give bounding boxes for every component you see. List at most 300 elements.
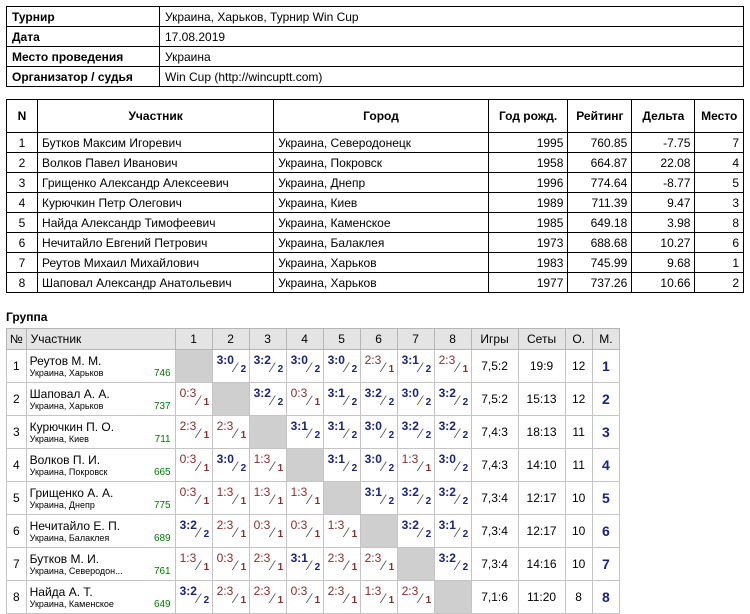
grid-player-name: Волков П. И. (29, 452, 101, 467)
match-points: 2 (240, 463, 247, 474)
grid-player-name: Курючкин П. О. (29, 419, 115, 434)
grid-place-value: 5 (601, 490, 610, 506)
match-score: 2:3 (327, 551, 345, 565)
group-grid-table (6, 328, 620, 614)
grid-player (26, 482, 175, 515)
grid-header-column: 1 (175, 329, 212, 350)
grid-games: 7,4:3 (471, 449, 518, 482)
match-slash: ⁄ (456, 491, 459, 507)
grid-header-games: Игры (471, 329, 518, 350)
participant-year: 1996 (488, 173, 568, 193)
match-score: 0:3 (216, 551, 234, 565)
participant-city: Украина, Днепр (274, 173, 489, 193)
grid-player-rating: 737 (153, 401, 171, 412)
grid-result-cell (397, 515, 434, 548)
match-result (213, 350, 249, 379)
grid-points: 8 (565, 581, 592, 614)
match-slash: ⁄ (197, 491, 200, 507)
match-result (398, 515, 434, 544)
match-points: 2 (203, 595, 210, 606)
grid-sets: 15:13 (518, 383, 565, 416)
match-result (361, 548, 397, 577)
match-slash: ⁄ (271, 590, 274, 606)
participant-city: Украина, Северодонецк (274, 133, 489, 153)
participant-city: Украина, Покровск (274, 153, 489, 173)
match-result (250, 515, 286, 544)
match-points: 2 (462, 496, 469, 507)
match-score: 3:0 (327, 353, 345, 367)
grid-sets: 11:20 (518, 581, 565, 614)
match-result (324, 383, 360, 412)
match-slash: ⁄ (345, 359, 348, 375)
match-slash: ⁄ (308, 524, 311, 540)
grid-result-cell (212, 416, 249, 449)
grid-result-cell (286, 515, 323, 548)
grid-result-cell (360, 449, 397, 482)
participant-delta: 10.66 (632, 273, 695, 293)
grid-result-cell (434, 515, 471, 548)
match-result (398, 350, 434, 379)
match-result (213, 581, 249, 610)
match-result (176, 515, 212, 544)
match-slash: ⁄ (419, 392, 422, 408)
grid-diagonal-cell (323, 482, 360, 515)
grid-result-cell (323, 515, 360, 548)
grid-number: 2 (7, 383, 27, 416)
participant-city: Украина, Харьков (274, 273, 489, 293)
match-slash: ⁄ (382, 590, 385, 606)
grid-place (592, 515, 619, 548)
info-value: 17.08.2019 (160, 27, 744, 47)
match-score: 1:3 (253, 452, 271, 466)
participant-place: 6 (695, 233, 744, 253)
grid-sets: 14:16 (518, 548, 565, 581)
info-value: Украина, Харьков, Турнир Win Cup (160, 7, 744, 27)
grid-diagonal-cell (434, 581, 471, 614)
grid-result-cell (286, 383, 323, 416)
match-points: 2 (462, 397, 469, 408)
grid-result-cell (249, 482, 286, 515)
match-result (324, 416, 360, 445)
info-key: Турнир (7, 7, 160, 27)
match-score: 3:2 (438, 485, 456, 499)
match-score: 3:1 (290, 419, 308, 433)
grid-result-cell (434, 548, 471, 581)
participant-year: 1995 (488, 133, 568, 153)
grid-sets: 14:10 (518, 449, 565, 482)
match-score: 3:2 (253, 386, 271, 400)
match-slash: ⁄ (271, 392, 274, 408)
match-points: 2 (314, 430, 321, 441)
grid-diagonal-cell (212, 383, 249, 416)
grid-result-cell (286, 416, 323, 449)
grid-games: 7,1:6 (471, 581, 518, 614)
participant-delta: -7.75 (632, 133, 695, 153)
grid-result-cell (323, 383, 360, 416)
grid-result-cell (212, 581, 249, 614)
match-slash: ⁄ (271, 359, 274, 375)
participants-header: Год рожд. (488, 100, 568, 133)
match-score: 2:3 (327, 584, 345, 598)
grid-result-cell (360, 482, 397, 515)
match-result (324, 515, 360, 544)
participant-rating: 688.68 (568, 233, 632, 253)
match-score: 3:0 (364, 452, 382, 466)
grid-sets: 18:13 (518, 416, 565, 449)
grid-result-cell (249, 449, 286, 482)
participant-row (7, 153, 744, 173)
grid-header-number: № (7, 329, 27, 350)
grid-result-cell (175, 416, 212, 449)
match-result (435, 416, 471, 445)
grid-place (592, 548, 619, 581)
grid-result-cell (397, 449, 434, 482)
match-points: 2 (425, 496, 432, 507)
grid-player (26, 581, 175, 614)
match-result (176, 416, 212, 445)
match-slash: ⁄ (345, 392, 348, 408)
grid-points: 10 (565, 548, 592, 581)
participants-header: Рейтинг (568, 100, 632, 133)
match-slash: ⁄ (308, 392, 311, 408)
grid-row (7, 581, 620, 614)
match-slash: ⁄ (419, 524, 422, 540)
grid-result-cell (249, 515, 286, 548)
grid-diagonal-cell (286, 449, 323, 482)
grid-player-rating: 711 (154, 434, 171, 445)
grid-row (7, 515, 620, 548)
match-slash: ⁄ (419, 590, 422, 606)
match-points: 2 (462, 463, 469, 474)
match-score: 2:3 (253, 584, 271, 598)
match-slash: ⁄ (234, 425, 237, 441)
match-slash: ⁄ (234, 557, 237, 573)
match-slash: ⁄ (271, 524, 274, 540)
participant-number: 3 (7, 173, 38, 193)
participant-year: 1958 (488, 153, 568, 173)
participant-rating: 649.18 (568, 213, 632, 233)
match-score: 3:1 (327, 452, 345, 466)
match-points: 1 (277, 496, 284, 507)
grid-sets: 12:17 (518, 515, 565, 548)
match-result (287, 350, 323, 379)
grid-games: 7,5:2 (471, 350, 518, 383)
grid-result-cell (323, 581, 360, 614)
grid-player-city: Украина, Покровск (29, 466, 108, 477)
grid-place (592, 449, 619, 482)
grid-result-cell (360, 383, 397, 416)
match-points: 2 (314, 562, 321, 573)
grid-player-rating: 775 (153, 500, 171, 511)
grid-result-cell (286, 581, 323, 614)
match-result (176, 581, 212, 610)
match-score: 3:1 (290, 551, 308, 565)
grid-games: 7,3:4 (471, 548, 518, 581)
match-points: 1 (240, 430, 247, 441)
grid-player (26, 515, 175, 548)
match-score: 2:3 (401, 584, 419, 598)
grid-result-cell (323, 350, 360, 383)
grid-player-city: Украина, Балаклея (29, 532, 110, 543)
grid-result-cell (360, 581, 397, 614)
grid-header-sets: Сеты (518, 329, 565, 350)
match-slash: ⁄ (308, 359, 311, 375)
participant-delta: 10.27 (632, 233, 695, 253)
participant-number: 2 (7, 153, 38, 173)
match-points: 1 (277, 529, 284, 540)
match-score: 3:2 (438, 419, 456, 433)
match-result (398, 482, 434, 511)
grid-player-rating: 689 (153, 533, 171, 544)
grid-header-place: М. (592, 329, 619, 350)
participant-row (7, 253, 744, 273)
match-slash: ⁄ (271, 458, 274, 474)
match-points: 1 (203, 463, 210, 474)
grid-result-cell (434, 482, 471, 515)
match-score: 2:3 (216, 518, 234, 532)
match-score: 3:0 (290, 353, 308, 367)
grid-place-value: 7 (601, 556, 610, 572)
match-slash: ⁄ (456, 557, 459, 573)
grid-number: 5 (7, 482, 27, 515)
match-points: 2 (351, 463, 358, 474)
grid-points: 12 (565, 383, 592, 416)
match-slash: ⁄ (197, 458, 200, 474)
match-result (250, 383, 286, 412)
match-result (398, 416, 434, 445)
match-score: 2:3 (253, 551, 271, 565)
participant-place: 8 (695, 213, 744, 233)
grid-player-city: Украина, Северодон... (29, 565, 123, 576)
participant-rating: 745.99 (568, 253, 632, 273)
match-score: 3:0 (438, 452, 456, 466)
match-result (213, 482, 249, 511)
match-result (287, 383, 323, 412)
match-points: 1 (425, 463, 432, 474)
match-points: 1 (351, 529, 358, 540)
info-key: Дата (7, 27, 160, 47)
participants-header: Участник (38, 100, 274, 133)
match-points: 1 (388, 364, 395, 375)
match-result (176, 449, 212, 478)
grid-result-cell (212, 350, 249, 383)
participant-year: 1983 (488, 253, 568, 273)
grid-place (592, 383, 619, 416)
participant-delta: 3.98 (632, 213, 695, 233)
match-slash: ⁄ (456, 359, 459, 375)
match-result (213, 416, 249, 445)
participant-year: 1989 (488, 193, 568, 213)
grid-row (7, 350, 620, 383)
match-score: 2:3 (364, 551, 382, 565)
grid-place-value: 8 (601, 589, 610, 605)
tournament-info-table (6, 6, 744, 87)
grid-result-cell (175, 449, 212, 482)
match-score: 0:3 (179, 452, 197, 466)
match-points: 2 (425, 397, 432, 408)
match-slash: ⁄ (382, 491, 385, 507)
participant-rating: 760.85 (568, 133, 632, 153)
grid-sets: 12:17 (518, 482, 565, 515)
match-slash: ⁄ (308, 590, 311, 606)
participant-rating: 711.39 (568, 193, 632, 213)
match-points: 1 (388, 595, 395, 606)
grid-result-cell (397, 350, 434, 383)
match-points: 1 (314, 595, 321, 606)
match-points: 1 (351, 595, 358, 606)
grid-result-cell (175, 383, 212, 416)
grid-place-value: 2 (601, 391, 610, 407)
match-result (324, 350, 360, 379)
match-slash: ⁄ (382, 557, 385, 573)
match-result (213, 449, 249, 478)
match-result (287, 416, 323, 445)
grid-header-column: 6 (360, 329, 397, 350)
info-key: Место проведения (7, 47, 160, 67)
participant-name: Курючкин Петр Олегович (38, 193, 274, 213)
match-points: 2 (240, 364, 247, 375)
grid-player-name: Грищенко А. А. (29, 485, 114, 500)
participant-name: Реутов Михаил Михайлович (38, 253, 274, 273)
grid-result-cell (175, 515, 212, 548)
participant-place: 2 (695, 273, 744, 293)
match-slash: ⁄ (382, 458, 385, 474)
grid-player (26, 416, 175, 449)
match-slash: ⁄ (308, 425, 311, 441)
grid-result-cell (397, 581, 434, 614)
grid-result-cell (212, 482, 249, 515)
match-result (324, 548, 360, 577)
grid-points: 10 (565, 515, 592, 548)
match-points: 1 (203, 430, 210, 441)
match-result (361, 383, 397, 412)
grid-header-column: 7 (397, 329, 434, 350)
match-score: 3:0 (401, 386, 419, 400)
match-score: 1:3 (253, 485, 271, 499)
participant-place: 7 (695, 133, 744, 153)
grid-result-cell (175, 548, 212, 581)
grid-header-points: О. (565, 329, 592, 350)
grid-player (26, 383, 175, 416)
grid-points: 12 (565, 350, 592, 383)
match-score: 2:3 (364, 353, 382, 367)
grid-result-cell (360, 416, 397, 449)
participant-city: Украина, Балаклея (274, 233, 489, 253)
match-result (176, 383, 212, 412)
group-title: Группа (6, 310, 48, 324)
grid-player-name: Нечитайло Е. П. (29, 518, 121, 533)
match-score: 0:3 (179, 386, 197, 400)
grid-player-name: Найда А. Т. (29, 584, 93, 599)
match-result (361, 482, 397, 511)
grid-player-name: Бутков М. И. (29, 551, 100, 566)
match-result (435, 482, 471, 511)
grid-points: 11 (565, 449, 592, 482)
match-points: 1 (314, 496, 321, 507)
match-score: 3:2 (179, 518, 197, 532)
grid-result-cell (434, 449, 471, 482)
grid-row (7, 482, 620, 515)
grid-place (592, 350, 619, 383)
match-result (435, 515, 471, 544)
grid-result-cell (360, 350, 397, 383)
match-slash: ⁄ (308, 557, 311, 573)
match-score: 0:3 (290, 518, 308, 532)
grid-row (7, 548, 620, 581)
match-result (361, 416, 397, 445)
match-slash: ⁄ (197, 392, 200, 408)
match-slash: ⁄ (456, 425, 459, 441)
match-score: 2:3 (216, 584, 234, 598)
match-slash: ⁄ (345, 590, 348, 606)
grid-result-cell (249, 581, 286, 614)
match-slash: ⁄ (345, 524, 348, 540)
match-points: 2 (314, 364, 321, 375)
match-result (361, 581, 397, 610)
participant-number: 4 (7, 193, 38, 213)
participant-rating: 774.64 (568, 173, 632, 193)
grid-number: 8 (7, 581, 27, 614)
info-row (7, 67, 744, 87)
participant-city: Украина, Киев (274, 193, 489, 213)
grid-player-name: Реутов М. М. (29, 353, 102, 368)
match-points: 2 (462, 529, 469, 540)
match-score: 2:3 (179, 419, 197, 433)
grid-player (26, 350, 175, 383)
match-result (287, 548, 323, 577)
participant-name: Шаповал Александр Анатольевич (38, 273, 274, 293)
match-points: 2 (203, 529, 210, 540)
match-result (176, 482, 212, 511)
match-slash: ⁄ (456, 524, 459, 540)
grid-points: 10 (565, 482, 592, 515)
grid-header-column: 8 (434, 329, 471, 350)
match-score: 1:3 (327, 518, 345, 532)
match-slash: ⁄ (456, 392, 459, 408)
grid-player-rating: 761 (153, 566, 171, 577)
participant-delta: 9.47 (632, 193, 695, 213)
match-result (250, 482, 286, 511)
grid-result-cell (286, 482, 323, 515)
match-points: 2 (388, 496, 395, 507)
match-result (176, 548, 212, 577)
match-points: 1 (240, 529, 247, 540)
grid-games: 7,3:4 (471, 515, 518, 548)
match-slash: ⁄ (234, 359, 237, 375)
match-result (398, 383, 434, 412)
participant-name: Бутков Максим Игоревич (38, 133, 274, 153)
match-score: 1:3 (216, 485, 234, 499)
match-score: 3:2 (438, 551, 456, 565)
match-score: 1:3 (401, 452, 419, 466)
participant-place: 1 (695, 253, 744, 273)
grid-row (7, 416, 620, 449)
match-points: 1 (425, 595, 432, 606)
match-result (213, 548, 249, 577)
participant-row (7, 193, 744, 213)
grid-player-city: Украина, Харьков (29, 367, 104, 378)
grid-player-city: Украина, Харьков (29, 400, 104, 411)
participant-year: 1973 (488, 233, 568, 253)
grid-diagonal-cell (175, 350, 212, 383)
match-score: 1:3 (364, 584, 382, 598)
participant-number: 7 (7, 253, 38, 273)
grid-result-cell (286, 548, 323, 581)
grid-result-cell (286, 350, 323, 383)
match-slash: ⁄ (271, 557, 274, 573)
match-score: 3:0 (364, 419, 382, 433)
participant-name: Грищенко Александр Алексеевич (38, 173, 274, 193)
